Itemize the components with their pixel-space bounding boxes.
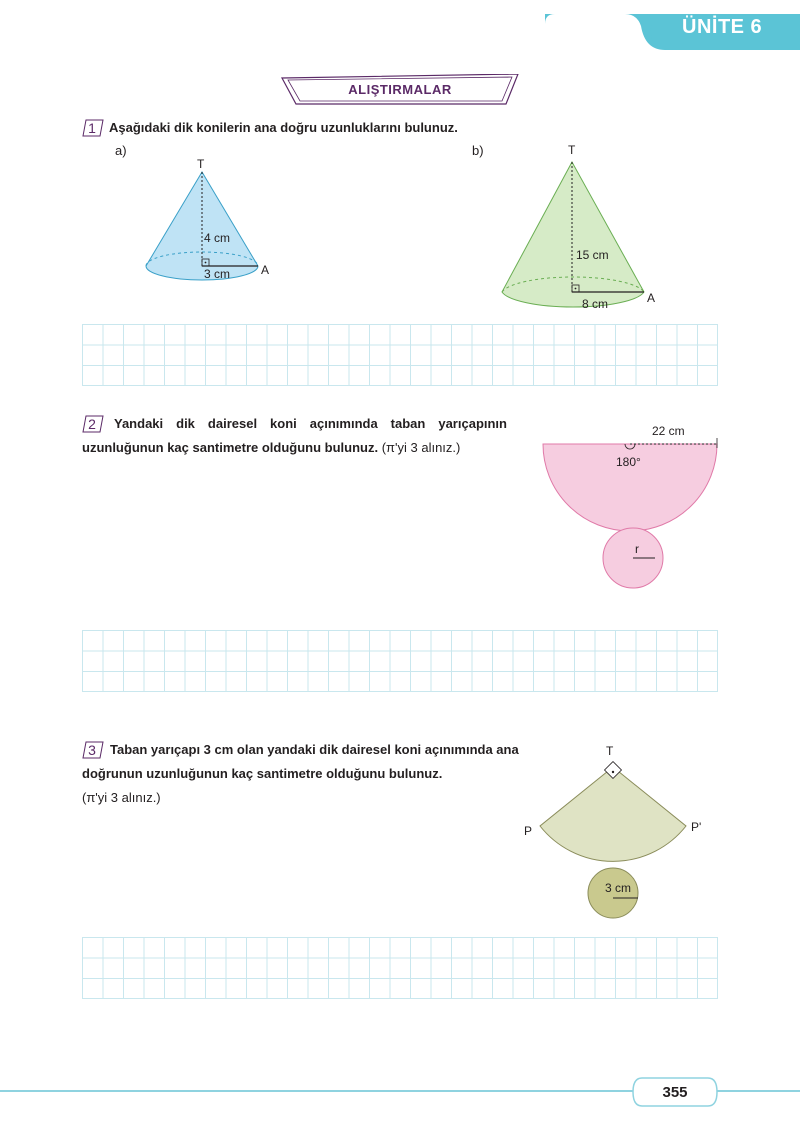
page-number: 355 xyxy=(662,1084,688,1101)
cone-a-point-label: A xyxy=(261,263,270,277)
q1-part-b-label: b) xyxy=(472,143,484,158)
question-3-text-bold: Taban yarıçapı 3 cm olan yandaki dik dairesel koni açınımında ana doğrunun uzunluğunun kaç santimetre olduğunu bulunuz. xyxy=(82,742,519,781)
cone-a-radius-label: 3 cm xyxy=(204,267,231,281)
cone-a-figure xyxy=(130,152,290,287)
cone-a-height-label: 4 cm xyxy=(204,231,231,245)
sector-base-label: 3 cm xyxy=(605,881,632,895)
answer-grid-1[interactable] xyxy=(82,324,718,386)
answer-grid-3[interactable] xyxy=(82,937,718,999)
base-radius-label: r xyxy=(635,542,639,556)
answer-grid-2[interactable] xyxy=(82,630,718,692)
q1-part-a-label: a) xyxy=(115,143,127,158)
question-3-text xyxy=(82,738,537,810)
section-title: ALIŞTIRMALAR xyxy=(348,82,452,97)
sector-left-point-label: P xyxy=(524,824,533,838)
cone-b-height-label: 15 cm xyxy=(576,248,609,262)
question-number-3: 3 xyxy=(82,741,104,759)
semicircle-angle-label: 180° xyxy=(616,455,641,469)
sector-net-figure xyxy=(520,738,720,923)
question-1-text: Aşağıdaki dik konilerin ana doğru uzunluklarını bulunuz. xyxy=(109,120,458,135)
sector-right-point-label: P' xyxy=(691,820,702,834)
question-number-1: 1 xyxy=(82,119,104,137)
question-3-text-note: (π'yi 3 alınız.) xyxy=(82,790,161,805)
question-2-text xyxy=(82,412,507,460)
unit-label: ÜNİTE 6 xyxy=(682,16,763,38)
sector-apex-label: T xyxy=(606,744,614,758)
semicircle-radius-label: 22 cm xyxy=(652,424,685,438)
cone-a-apex-label: T xyxy=(197,157,205,171)
question-2-text-bold: Yandaki dik dairesel koni açınımında taban yarıçapının uzunluğunun kaç santimetre olduğunu bulunuz. xyxy=(82,416,507,455)
semicircle-net-figure xyxy=(536,418,726,590)
section-banner xyxy=(280,74,520,106)
question-number-2: 2 xyxy=(82,415,104,433)
question-2-text-note: (π'yi 3 alınız.) xyxy=(381,440,461,455)
cone-b-figure xyxy=(490,138,670,323)
cone-b-point-label: A xyxy=(647,291,656,305)
cone-b-apex-label: T xyxy=(568,143,576,157)
cone-b-radius-label: 8 cm xyxy=(582,297,609,311)
